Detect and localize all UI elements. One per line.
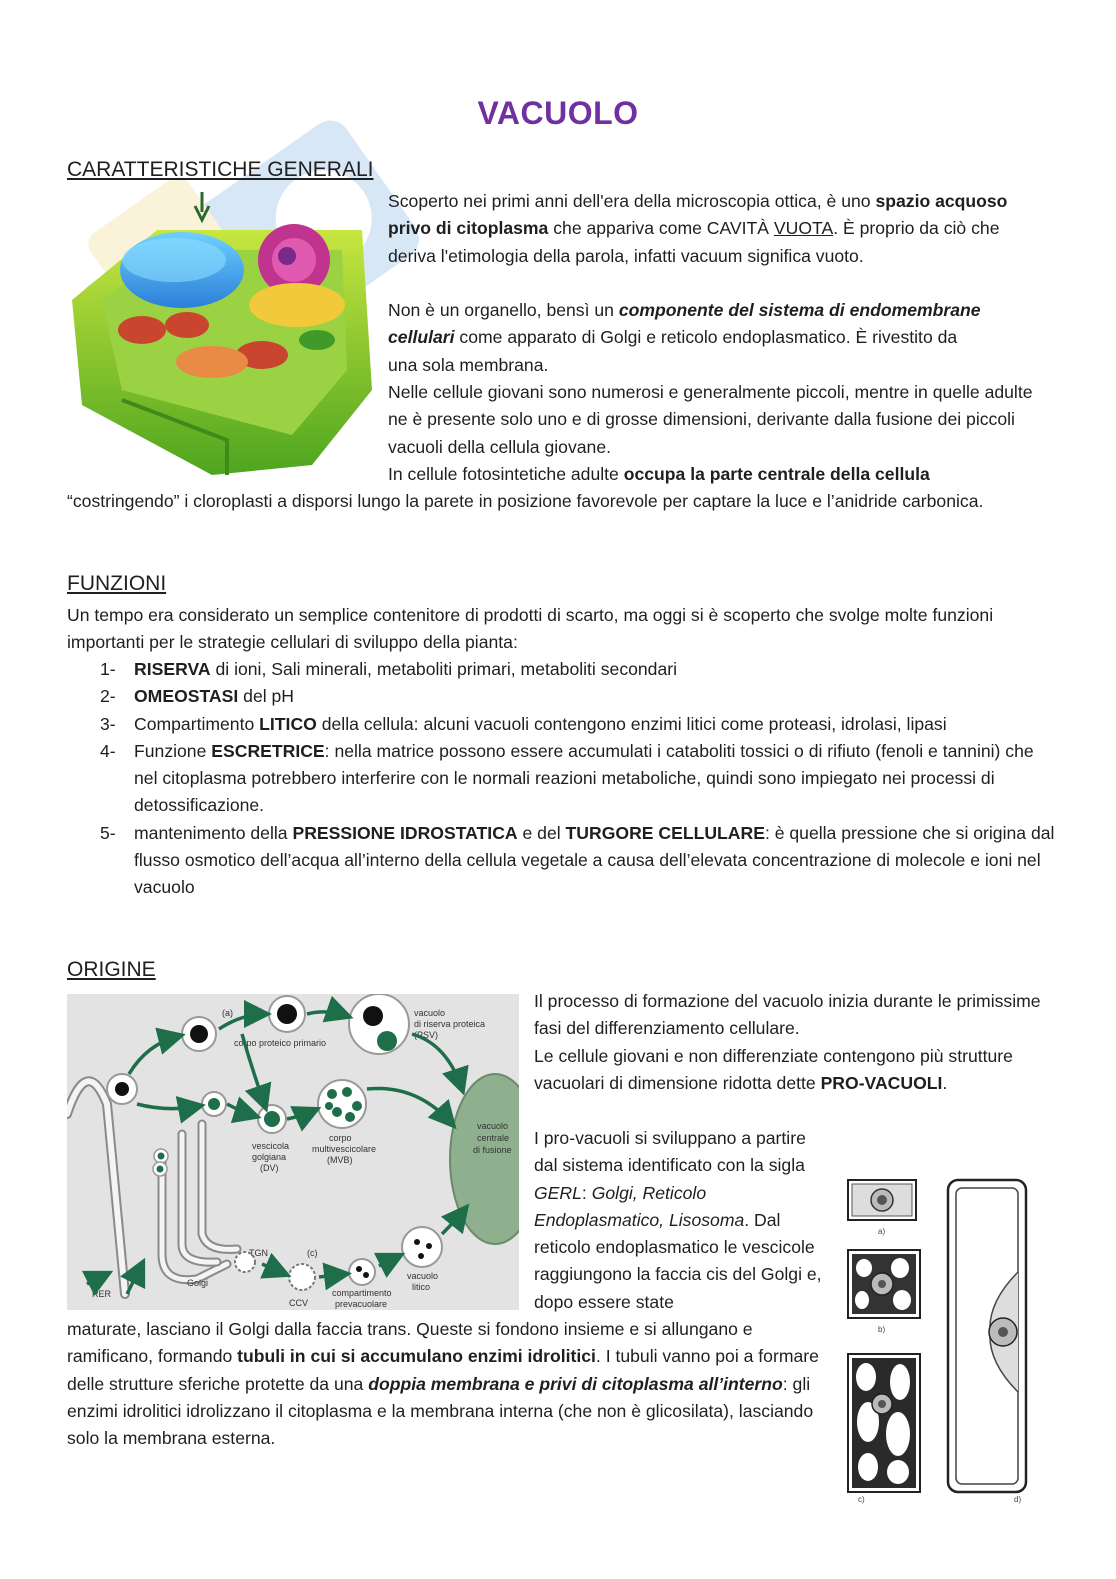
plant-cell-illustration bbox=[62, 190, 380, 475]
svg-text:vacuolo: vacuolo bbox=[407, 1271, 439, 1281]
vacuole-development-sketch bbox=[838, 1172, 1038, 1504]
origin-paragraph-4: maturate, lasciano il Golgi dalla faccia trans. Queste si fondono insieme e si allungano e ramificano, formando tubuli in cui si accumulano enzimi idrolitici. I tubuli vanno poi a formare delle strutture sferiche protette da una doppia membrana e privi di citoplasma all’interno: gli enzimi idrolitici idrolizzano il citoplasma e la membrana interna (che non è glicosilata), lasciando solo la membrana esterna. bbox=[67, 1319, 819, 1449]
origin-paragraph-1: Il processo di formazione del vacuolo inizia durante le primissime fasi del differenziamento cellulare. bbox=[534, 991, 1041, 1039]
svg-text:(a): (a) bbox=[222, 1008, 233, 1018]
vacuole-origin-diagram bbox=[67, 994, 519, 1310]
section-heading-general: CARATTERISTICHE GENERALI bbox=[67, 158, 374, 181]
svg-text:(PSV): (PSV) bbox=[414, 1030, 439, 1040]
origin-paragraph-3: I pro-vacuoli si sviluppano a partire dal sistema identificato con la sigla GERL: Golgi, Reticolo Endoplasmatico, Lisosoma. Dal reticolo endoplasmatico le vescicole raggiungono la faccia cis del Golgi e, dopo essere state bbox=[534, 1128, 822, 1312]
svg-text:corpo: corpo bbox=[329, 1133, 352, 1143]
section-heading-functions: FUNZIONI bbox=[67, 572, 167, 595]
svg-text:(DV): (DV) bbox=[260, 1163, 279, 1173]
svg-text:c): c) bbox=[858, 1495, 865, 1504]
svg-text:compartimento: compartimento bbox=[332, 1288, 392, 1298]
general-paragraph-4-cont: “costringendo” i cloroplasti a disporsi lungo la parete in posizione favorevole per captare la luce e l’anidride carbonica. bbox=[67, 491, 984, 511]
svg-text:vacuolo: vacuolo bbox=[414, 1008, 446, 1018]
functions-intro: Un tempo era considerato un semplice contenitore di prodotti di scarto, ma oggi si è scoperto che svolge molte funzioni importanti per le strategie cellulari di sviluppo della pianta: bbox=[67, 605, 994, 653]
svg-text:(c): (c) bbox=[307, 1248, 318, 1258]
svg-text:b): b) bbox=[878, 1325, 886, 1334]
general-paragraph-2: Non è un organello, bensì un componente del sistema di endomembrane cellulari come apparato di Golgi e reticolo endoplasmatico. È rivestito da una sola membrana. bbox=[388, 300, 981, 375]
svg-text:TGN: TGN bbox=[249, 1248, 268, 1258]
svg-text:(MVB): (MVB) bbox=[327, 1155, 353, 1165]
label-vacuolo-centrale: vacuolo bbox=[477, 1121, 509, 1131]
svg-text:golgiana: golgiana bbox=[252, 1152, 287, 1162]
functions-list bbox=[67, 656, 1057, 902]
list-item: 5- mantenimento della PRESSIONE IDROSTATICA e del TURGORE CELLULARE: è quella pressione che si origina dal flusso osmotico dell’acqua all’interno della cellula vegetale a causa dell’elevata concentrazione di molecole e ioni nel vacuolo bbox=[100, 822, 1055, 898]
section-heading-origin: ORIGINE bbox=[67, 958, 156, 981]
list-item: 2- OMEOSTASI del pH bbox=[100, 686, 295, 707]
svg-text:a): a) bbox=[878, 1227, 886, 1236]
svg-text:Golgi: Golgi bbox=[187, 1278, 209, 1288]
svg-text:di fusione: di fusione bbox=[473, 1145, 512, 1155]
svg-text:vescicola: vescicola bbox=[252, 1141, 290, 1151]
svg-text:prevacuolare: prevacuolare bbox=[335, 1299, 388, 1309]
general-paragraph-3: Nelle cellule giovani sono numerosi e generalmente piccoli, mentre in quelle adulte ne è presente solo uno e di grosse dimensioni, derivante dalla fusione dei piccoli vacuoli della cellula giovane. bbox=[388, 382, 1033, 457]
svg-text:litico: litico bbox=[412, 1282, 431, 1292]
svg-text:d): d) bbox=[1014, 1495, 1022, 1504]
origin-paragraph-2: Le cellule giovani e non differenziate contengono più strutture vacuolari di dimensione ridotta dette PRO-VACUOLI. bbox=[534, 1046, 1013, 1094]
list-item: 3- Compartimento LITICO della cellula: alcuni vacuoli contengono enzimi litici come proteasi, idrolasi, lipasi bbox=[100, 713, 947, 734]
svg-text:di riserva proteica: di riserva proteica bbox=[414, 1019, 486, 1029]
svg-text:centrale: centrale bbox=[477, 1133, 510, 1143]
label-corpo-proteico: corpo proteico primario bbox=[234, 1038, 327, 1048]
general-paragraph-4: In cellule fotosintetiche adulte occupa la parte centrale della cellula bbox=[388, 464, 930, 484]
list-item: 4- Funzione ESCRETRICE: nella matrice possono essere accumulati i cataboliti tossici o di rifiuto (fenoli e tannini) che nel citoplasma potrebbero interferire con le normali reazioni metaboliche, quindi sono impiegato nei processi di detossificazione. bbox=[100, 740, 1034, 816]
svg-text:RER: RER bbox=[92, 1289, 112, 1299]
svg-text:(b): (b) bbox=[257, 1089, 268, 1099]
general-paragraph-1: Scoperto nei primi anni dell'era della microscopia ottica, è uno spazio acquoso privo di citoplasma che appariva come CAVITÀ VUOTA. È proprio da ciò che deriva l'etimologia della parola, infatti vacuum significa vuoto. bbox=[388, 191, 1008, 266]
page-title: VACUOLO bbox=[477, 95, 639, 131]
svg-text:multivescicolare: multivescicolare bbox=[312, 1144, 377, 1154]
list-item: 1- RISERVA di ioni, Sali minerali, metaboliti primari, metaboliti secondari bbox=[100, 659, 678, 679]
svg-text:CCV: CCV bbox=[289, 1298, 309, 1308]
